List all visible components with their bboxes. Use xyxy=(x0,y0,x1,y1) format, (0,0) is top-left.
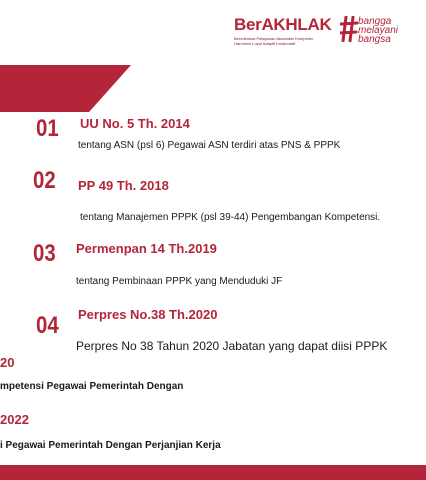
logo-subline xyxy=(234,36,334,46)
logo-subline-2: Harmonis Loyal Adaptif Kolaboratif xyxy=(234,41,296,46)
item-title: PP 49 Th. 2018 xyxy=(78,178,169,193)
berakhlak-logo xyxy=(234,14,426,54)
hashtag-icon xyxy=(340,16,358,42)
overflow-desc-1: mpetensi Pegawai Pemerintah Dengan xyxy=(0,381,184,392)
item-number: 04 xyxy=(36,312,59,339)
item-number: 01 xyxy=(36,115,59,142)
footer-red-band xyxy=(0,465,426,480)
item-number: 03 xyxy=(33,240,56,267)
item-number: 02 xyxy=(33,167,56,194)
overflow-title-1: 20 xyxy=(0,355,15,370)
item-title: Permenpan 14 Th.2019 xyxy=(76,241,217,256)
item-description: tentang Pembinaan PPPK yang Menduduki JF xyxy=(76,276,283,287)
logo-subline-1: Berorientasi Pelayanan Akuntabel Kompeten xyxy=(234,36,314,41)
overflow-desc-2: i Pegawai Pemerintah Dengan Perjanjian Kerja xyxy=(0,440,221,451)
logo-brand: BerAKHLAK xyxy=(234,15,332,34)
item-title: UU No. 5 Th. 2014 xyxy=(80,116,190,131)
item-description: tentang Manajemen PPPK (psl 39-44) Pengembangan Kompetensi. xyxy=(80,212,381,223)
item-description: tentang ASN (psl 6) Pegawai ASN terdiri atas PNS & PPPK xyxy=(78,140,341,151)
overflow-title-2: 2022 xyxy=(0,412,29,427)
logo-tag-2: melayani xyxy=(358,25,399,36)
item-description: Perpres No 38 Tahun 2020 Jabatan yang dapat diisi PPPK xyxy=(76,339,388,353)
logo-tag-3: bangsa xyxy=(358,34,391,45)
header-red-band xyxy=(0,65,131,112)
logo-tag-1: bangga xyxy=(358,16,392,27)
logo-tagline xyxy=(358,17,398,44)
item-title: Perpres No.38 Th.2020 xyxy=(78,307,218,322)
